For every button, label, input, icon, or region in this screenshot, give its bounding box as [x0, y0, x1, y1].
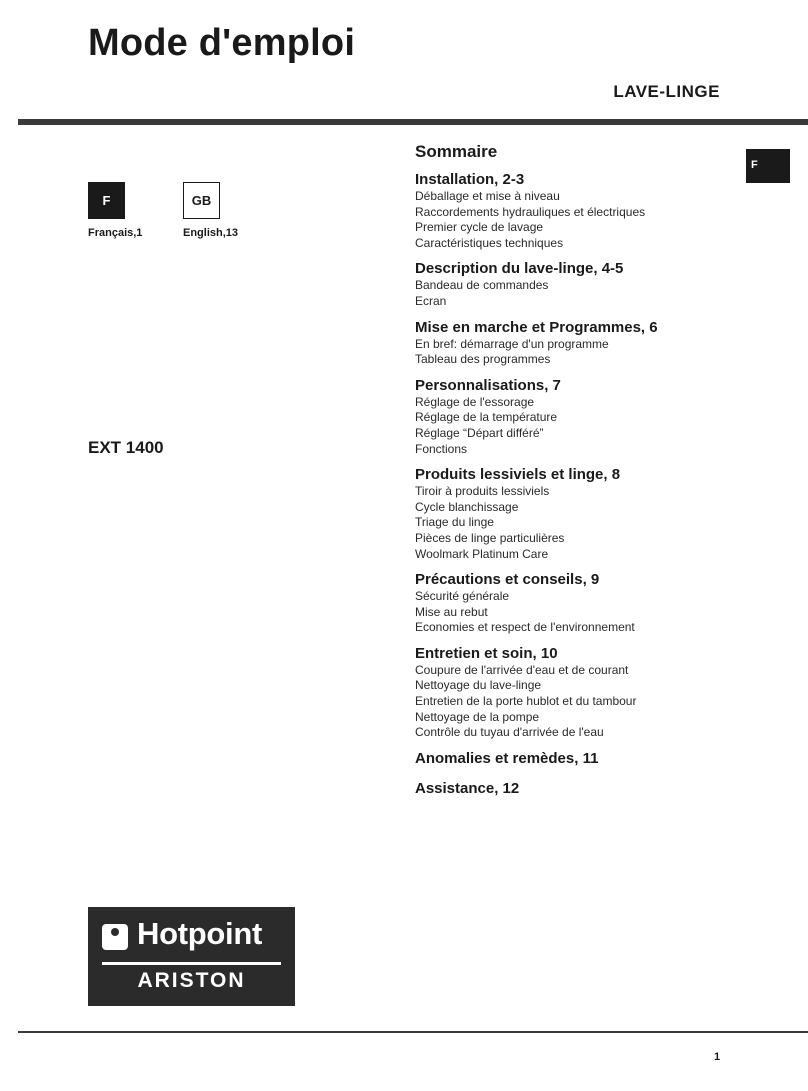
header-rule: [18, 119, 808, 125]
toc-item: Cycle blanchissage: [415, 499, 519, 514]
page-title: Mode d'emploi: [88, 22, 356, 64]
table-of-contents: [415, 142, 735, 807]
toc-item: Déballage et mise à niveau: [415, 189, 560, 203]
toc-item: Sécurité générale: [415, 589, 510, 604]
toc-section-heading[interactable]: Personnalisations, 7: [415, 376, 561, 394]
logo-brand-top: Hotpoint: [137, 916, 262, 951]
toc-section-heading[interactable]: Précautions et conseils, 9: [415, 571, 600, 589]
toc-section-heading[interactable]: Entretien et soin, 10: [415, 644, 558, 662]
language-box-english[interactable]: GB: [183, 182, 220, 219]
language-box-french[interactable]: F: [88, 182, 125, 219]
footer-rule: [18, 1031, 808, 1033]
toc-section-heading[interactable]: Produits lessiviels et linge, 8: [415, 466, 621, 484]
toc-section: [415, 319, 735, 368]
toc-item: Contrôle du tuyau d'arrivée de l'eau: [415, 725, 604, 740]
model-name: EXT 1400: [88, 438, 164, 457]
toc-item: Ecran: [415, 293, 447, 308]
toc-item: Nettoyage du lave-linge: [415, 678, 542, 693]
toc-item: Réglage “Départ différé”: [415, 425, 544, 440]
toc-item: Coupure de l'arrivée d'eau et de courant: [415, 662, 629, 677]
toc-item: Mise au rebut: [415, 604, 488, 619]
toc-section-heading[interactable]: Mise en marche et Programmes, 6: [415, 318, 658, 336]
toc-item: Pièces de linge particulières: [415, 530, 565, 545]
toc-section: [415, 645, 735, 741]
toc-item: Tableau des programmes: [415, 352, 551, 367]
brand-logo: [88, 907, 295, 1006]
language-label-english: English,13: [183, 227, 239, 239]
toc-item: Raccordements hydrauliques et électriques: [415, 204, 646, 219]
toc-item: Réglage de l'essorage: [415, 394, 535, 409]
toc-section: [415, 171, 735, 251]
toc-section: [415, 571, 735, 636]
toc-item: Premier cycle de lavage: [415, 220, 544, 235]
hotpoint-mark-icon: [102, 924, 128, 950]
toc-item: En bref: démarrage d'un programme: [415, 336, 609, 351]
toc-item: Economies et respect de l'environnement: [415, 620, 635, 635]
toc-section: [415, 750, 735, 768]
toc-section: [415, 780, 735, 798]
page-number: 1: [714, 1051, 721, 1063]
toc-item: Nettoyage de la pompe: [415, 709, 540, 724]
toc-item: Réglage de la température: [415, 410, 558, 425]
toc-section: [415, 377, 735, 457]
toc-section: [415, 260, 735, 309]
toc-section-heading[interactable]: Anomalies et remèdes, 11: [415, 749, 599, 767]
toc-item: Fonctions: [415, 441, 468, 456]
toc-item: Bandeau de commandes: [415, 278, 549, 293]
toc-item: Entretien de la porte hublot et du tambour: [415, 694, 637, 709]
toc-section: [415, 466, 735, 562]
toc-title: Sommaire: [415, 142, 498, 161]
toc-section-heading[interactable]: Description du lave-linge, 4-5: [415, 260, 624, 278]
logo-divider: [102, 962, 281, 965]
logo-brand-bottom: ARISTON: [137, 969, 246, 992]
language-side-tab: F: [746, 149, 790, 183]
toc-item: Woolmark Platinum Care: [415, 546, 549, 561]
toc-section-heading[interactable]: Assistance, 12: [415, 779, 520, 797]
document-type: LAVE-LINGE: [613, 82, 720, 101]
toc-section-heading[interactable]: Installation, 2-3: [415, 171, 525, 188]
toc-item: Triage du linge: [415, 515, 494, 530]
toc-item: Tiroir à produits lessiviels: [415, 484, 550, 499]
language-label-french: Français,1: [88, 227, 143, 239]
toc-item: Caractéristiques techniques: [415, 235, 564, 250]
